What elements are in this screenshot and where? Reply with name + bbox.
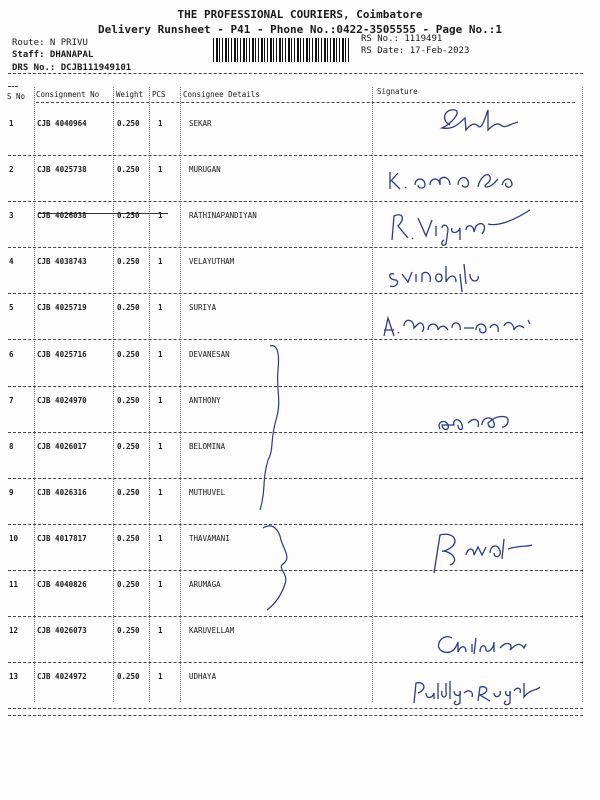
row-sno: 13: [9, 672, 19, 681]
row-consignment-no: CJB 4040826: [37, 580, 87, 589]
row-weight: 0.250: [117, 165, 140, 174]
signature-12: [370, 618, 590, 668]
row-weight: 0.250: [117, 119, 140, 128]
signature-1: [370, 100, 590, 150]
row-pcs: 1: [158, 488, 163, 497]
row-consignee: RATHINAPANDIYAN: [189, 211, 257, 220]
signature-13: [370, 665, 590, 715]
row-weight: 0.250: [117, 396, 140, 405]
row-consignee: THAVAMANI: [189, 534, 230, 543]
barcode: [213, 38, 351, 62]
row-consignment-no: CJB 4026073: [37, 626, 87, 635]
row-consignee: MURUGAN: [189, 165, 221, 174]
row-pcs: 1: [158, 119, 163, 128]
row-divider: [8, 155, 583, 156]
signature-4: [370, 252, 590, 302]
route-label: Route: N PRIVU: [12, 38, 88, 48]
col-sno: S No: [7, 92, 26, 101]
row-weight: 0.250: [117, 257, 140, 266]
row-consignment-no: CJB 4038743: [37, 257, 87, 266]
row-sno: 3: [9, 211, 14, 220]
row-weight: 0.250: [117, 626, 140, 635]
row-pcs: 1: [158, 396, 163, 405]
row-sno: 8: [9, 442, 14, 451]
row-weight: 0.250: [117, 442, 140, 451]
row-consignment-no: CJB 4040964: [37, 119, 87, 128]
row-consignment-no: CJB 4025716: [37, 350, 87, 359]
row-weight: 0.250: [117, 488, 140, 497]
bracket-scribble-1: [240, 340, 300, 520]
col-weight: Weight: [116, 90, 144, 99]
signature-10: [370, 525, 590, 575]
row-sno: 6: [9, 350, 14, 359]
row-pcs: 1: [158, 672, 163, 681]
row-consignment-no: CJB 4026038: [37, 211, 87, 220]
vline-consignment: [113, 87, 114, 702]
footer-divider: [8, 715, 583, 716]
row-consignee: ARUMAGA: [189, 580, 221, 589]
signature-7: [370, 395, 590, 445]
row-consignee: KARUVELLAM: [189, 626, 235, 635]
col-pcs: PCS: [152, 90, 166, 99]
row-consignee: UDHAYA: [189, 672, 217, 681]
row-sno: 12: [9, 626, 19, 635]
row-pcs: 1: [158, 534, 163, 543]
vline-pcs: [180, 87, 181, 702]
staff-label: Staff: DHANAPAL: [12, 50, 94, 60]
row-pcs: 1: [158, 626, 163, 635]
header-divider-short: [8, 86, 18, 87]
rs-date: RS Date: 17-Feb-2023: [361, 46, 470, 56]
row-pcs: 1: [158, 350, 163, 359]
signature-5: [370, 302, 590, 352]
row-pcs: 1: [158, 165, 163, 174]
row-consignment-no: CJB 4025738: [37, 165, 87, 174]
row-consignment-no: CJB 4024972: [37, 672, 87, 681]
row-sno: 11: [9, 580, 19, 589]
vline-weight: [149, 87, 150, 702]
row-consignee: DEVANESAN: [189, 350, 230, 359]
row-consignee: ANTHONY: [189, 396, 221, 405]
row-sno: 7: [9, 396, 14, 405]
row-sno: 2: [9, 165, 14, 174]
bracket-scribble-2: [255, 520, 305, 620]
row-weight: 0.250: [117, 672, 140, 681]
runsheet-title: Delivery Runsheet - P41 - Phone No.:0422-3505555 - Page No.:1: [98, 23, 502, 36]
header-divider: [8, 73, 583, 74]
col-consignment: Consignment No: [36, 90, 100, 99]
row-pcs: 1: [158, 211, 163, 220]
row-weight: 0.250: [117, 211, 140, 220]
row-consignee: MUTHUVEL: [189, 488, 226, 497]
row-pcs: 1: [158, 257, 163, 266]
row-pcs: 1: [158, 442, 163, 451]
row-consignment-no: CJB 4026017: [37, 442, 87, 451]
row-sno: 9: [9, 488, 14, 497]
vline-sno: [34, 87, 35, 702]
row-consignee: BELOMINA: [189, 442, 226, 451]
row-sno: 5: [9, 303, 14, 312]
row-sno: 1: [9, 119, 14, 128]
row-consignment-no: CJB 4017817: [37, 534, 87, 543]
row-weight: 0.250: [117, 350, 140, 359]
row-weight: 0.250: [117, 580, 140, 589]
row-consignee: SEKAR: [189, 119, 212, 128]
row-consignment-no: CJB 4026316: [37, 488, 87, 497]
col-consignee: Consignee Details: [183, 90, 260, 99]
row-sno: 10: [9, 534, 19, 543]
rs-number: RS No.: 1119491: [361, 34, 443, 44]
row-consignment-no: CJB 4024970: [37, 396, 87, 405]
row-weight: 0.250: [117, 534, 140, 543]
drs-number: DRS No.: DCJB111949101: [12, 63, 132, 73]
row-sno: 4: [9, 257, 14, 266]
signature-3: [370, 200, 590, 250]
row-weight: 0.250: [117, 303, 140, 312]
row-consignee: SURIYA: [189, 303, 217, 312]
col-signature: Signature: [377, 87, 418, 96]
row-pcs: 1: [158, 580, 163, 589]
row-pcs: 1: [158, 303, 163, 312]
company-title: THE PROFESSIONAL COURIERS, Coimbatore: [177, 8, 423, 21]
strikethrough-mark: [38, 213, 168, 214]
row-consignee: VELAYUTHAM: [189, 257, 235, 266]
row-consignment-no: CJB 4025719: [37, 303, 87, 312]
